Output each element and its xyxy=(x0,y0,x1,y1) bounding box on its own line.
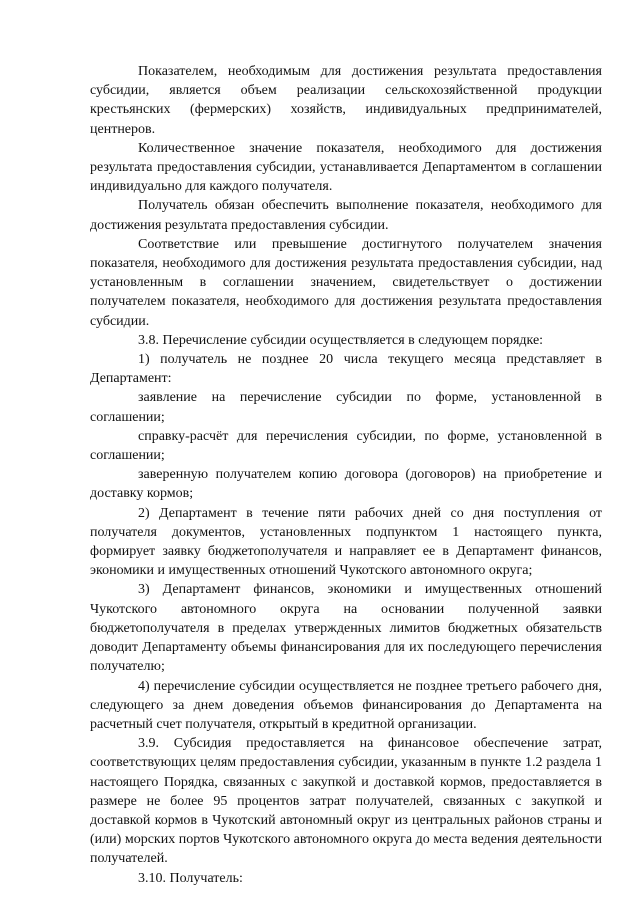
paragraph-3-8-heading: 3.8. Перечисление субсидии осуществляется в следующем порядке: xyxy=(138,332,544,348)
paragraph-3-8-item-2: 2) Департамент в течение пяти рабочих дней со дня поступления от получателя документов, установленных подпунктом 1 настоящего пункта, формирует заявку бюджетополучателя и направляет ее в Департамент финансов, экономики и имущественных отношений Чукотского автономного округа; xyxy=(90,505,602,579)
paragraph-3-8-item-4: 4) перечисление субсидии осуществляется не позднее третьего рабочего дня, следующего за днем доведения объемов финансирования до Департамента на расчетный счет получателя, открытый в кредитной организации. xyxy=(90,678,602,732)
paragraph-3-8-item-1-application: заявление на перечисление субсидии по форме, установленной в соглашении; xyxy=(90,390,602,425)
paragraph-3-8-item-1: 1) получатель не позднее 20 числа текущего месяца представляет в Департамент: xyxy=(90,352,602,387)
paragraph-recipient-obligation: Получатель обязан обеспечить выполнение показателя, необходимого для достижения результата предоставления субсидии. xyxy=(90,198,602,233)
paragraph-achievement-criteria: Соответствие или превышение достигнутого получателем значения показателя, необходимого для достижения результата предоставления субсидии, над установленным в соглашении значением, свидетельствует о достижении получателем показателя, необходимого для достижения результата предоставления субсидии. xyxy=(90,236,602,329)
paragraph-indicator-definition: Показателем, необходимым для достижения результата предоставления субсидии, является объем реализации сельскохозяйственной продукции крестьянских (фермерских) хозяйств, индивидуальных предпринимателей, центнеров. xyxy=(90,64,602,137)
paragraph-3-9: 3.9. Субсидия предоставляется на финансовое обеспечение затрат, соответствующих целям предоставления субсидии, указанным в пункте 1.2 раздела 1 настоящего Порядка, связанных с закупкой и доставкой кормов, предоставляется в размере не более 95 процентов затрат получателей, связанных с закупкой и доставкой кормов в Чукотский автономный округ из центральных районов страны и (или) морских портов Чукотского автономного округа до места ведения деятельности получателей. xyxy=(90,736,602,867)
paragraph-3-8-item-1-contract-copy: заверенную получателем копию договора (договоров) на приобретение и доставку кормов; xyxy=(90,467,602,502)
paragraph-3-8-item-3: 3) Департамент финансов, экономики и имущественных отношений Чукотского автономного округа на основании полученной заявки бюджетополучателя в пределах утвержденных лимитов бюджетных обязательств доводит Департаменту объемы финансирования для их последующего перечисления получателю; xyxy=(90,582,602,675)
paragraph-3-8-item-1-calculation: справку-расчёт для перечисления субсидии, по форме, установленной в соглашении; xyxy=(90,428,602,464)
paragraph-indicator-value: Количественное значение показателя, необходимого для достижения результата предоставления субсидии, устанавливается Департаментом в соглашении индивидуально для каждого получателя. xyxy=(90,140,602,195)
paragraph-3-10-heading: 3.10. Получатель: xyxy=(138,870,243,886)
document-page xyxy=(90,62,602,888)
